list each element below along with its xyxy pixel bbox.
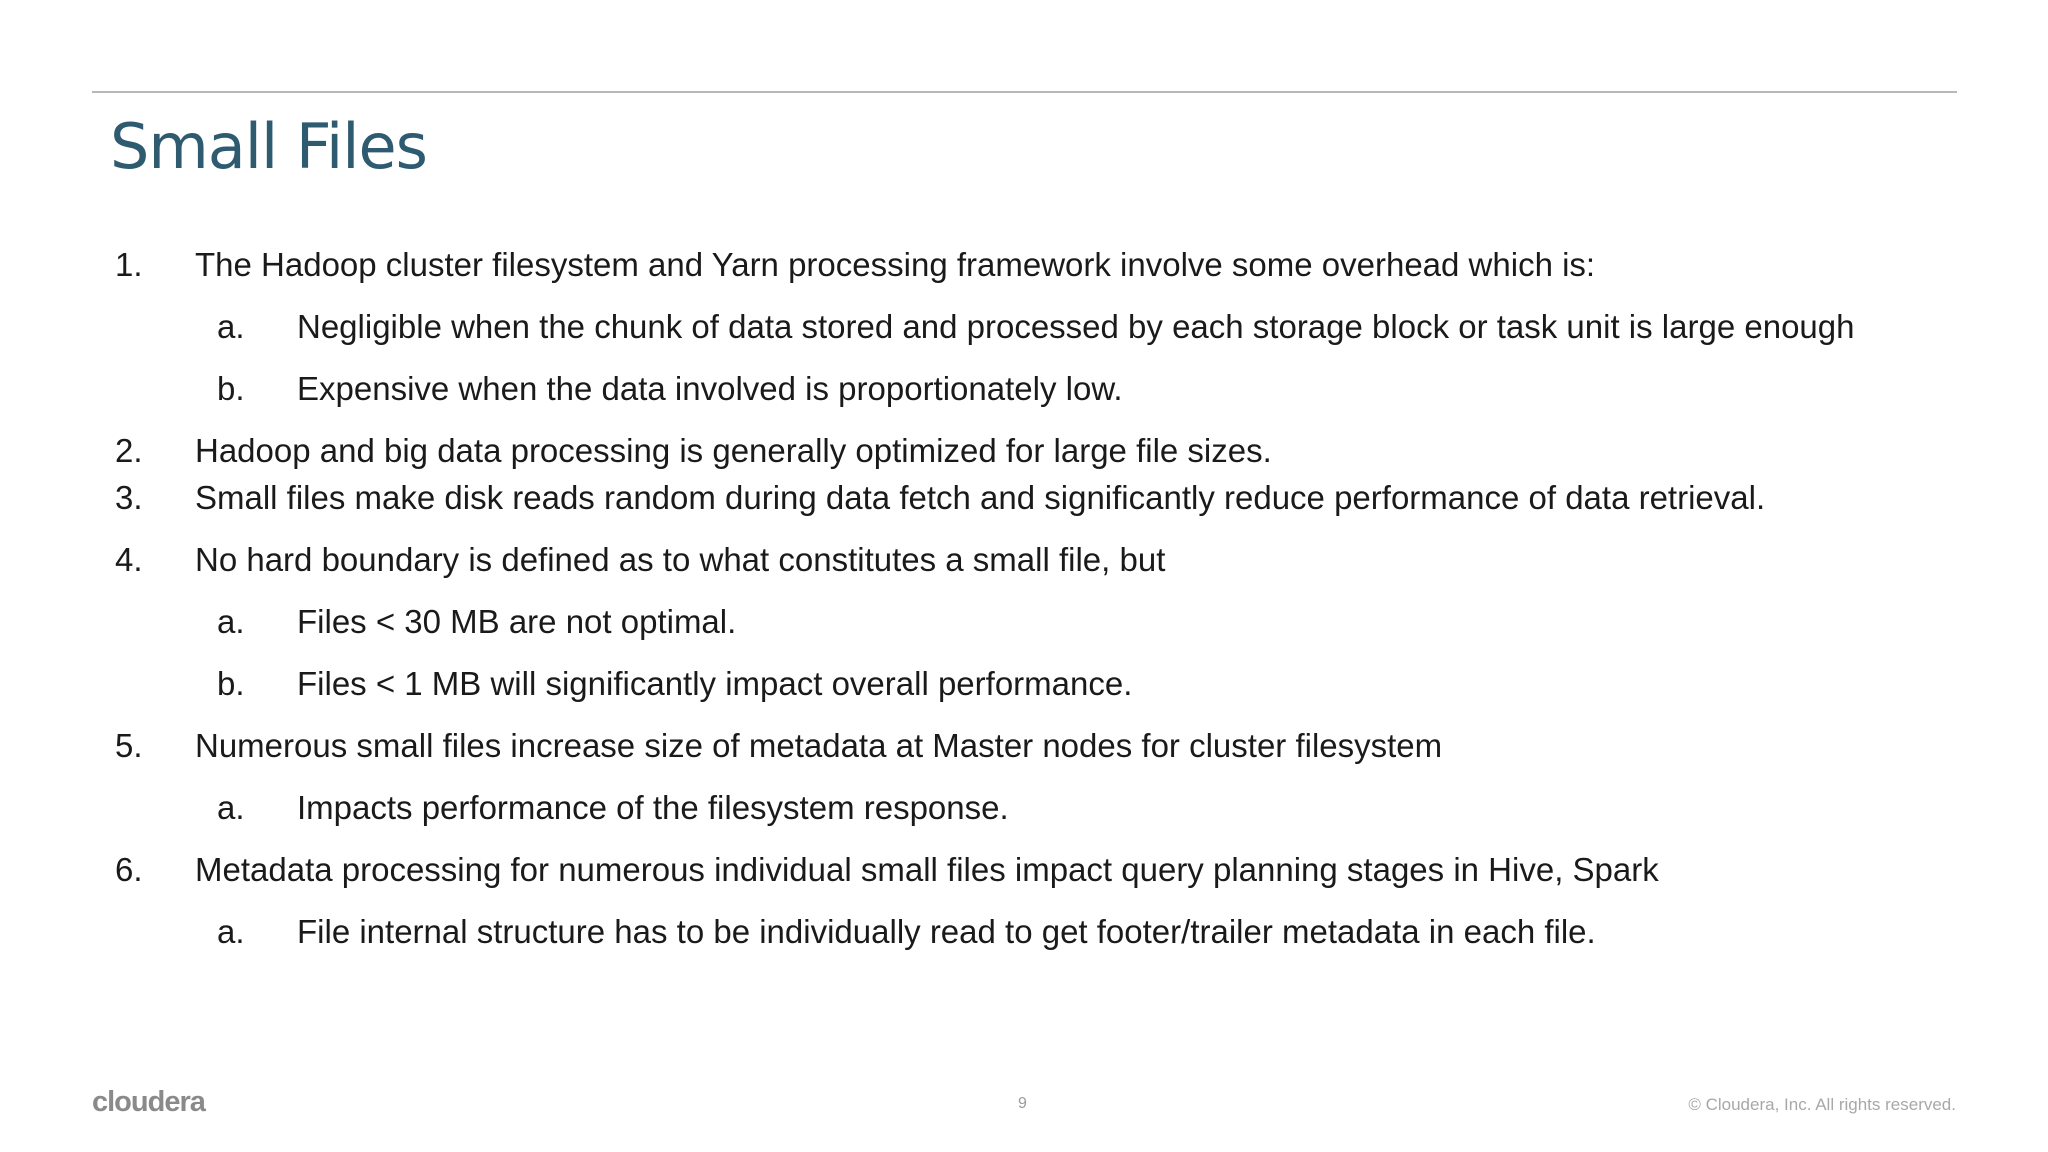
list-text: Impacts performance of the filesystem response. (297, 789, 1009, 826)
list-letter: a. (217, 603, 245, 640)
list-number: 5. (115, 727, 143, 764)
list-number: 2. (115, 432, 143, 469)
list-number: 4. (115, 541, 143, 578)
list-text: Metadata processing for numerous individual small files impact query planning stages in Hive, Spark (195, 851, 1659, 888)
list-text: Files < 30 MB are not optimal. (297, 603, 737, 640)
list-text: No hard boundary is defined as to what constitutes a small file, but (195, 541, 1166, 578)
list-text: Small files make disk reads random during data fetch and significantly reduce performance of data retrieval. (195, 479, 1766, 516)
cloudera-logo: cloudera (92, 1086, 205, 1118)
list-letter: a. (217, 789, 245, 826)
list-number: 1. (115, 246, 143, 283)
list-number: 3. (115, 479, 143, 516)
list-letter: b. (217, 665, 245, 702)
list-text: The Hadoop cluster filesystem and Yarn processing framework involve some overhead which is: (195, 246, 1596, 283)
list-text: File internal structure has to be individually read to get footer/trailer metadata in each file. (297, 913, 1596, 950)
list-text: Hadoop and big data processing is generally optimized for large file sizes. (195, 432, 1272, 469)
slide-title: Small Files (110, 110, 427, 183)
copyright-notice: © Cloudera, Inc. All rights reserved. (1688, 1095, 1956, 1114)
list-text: Numerous small files increase size of metadata at Master nodes for cluster filesystem (195, 727, 1443, 764)
list-text: Negligible when the chunk of data stored and processed by each storage block or task unit is large enough (297, 308, 1855, 345)
list-text: Files < 1 MB will significantly impact overall performance. (297, 665, 1133, 702)
list-number: 6. (115, 851, 143, 888)
list-letter: b. (217, 370, 245, 407)
list-text: Expensive when the data involved is proportionately low. (297, 370, 1123, 407)
list-letter: a. (217, 308, 245, 345)
list-letter: a. (217, 913, 245, 950)
page-number: 9 (1018, 1095, 1027, 1112)
title-divider (92, 91, 1957, 93)
